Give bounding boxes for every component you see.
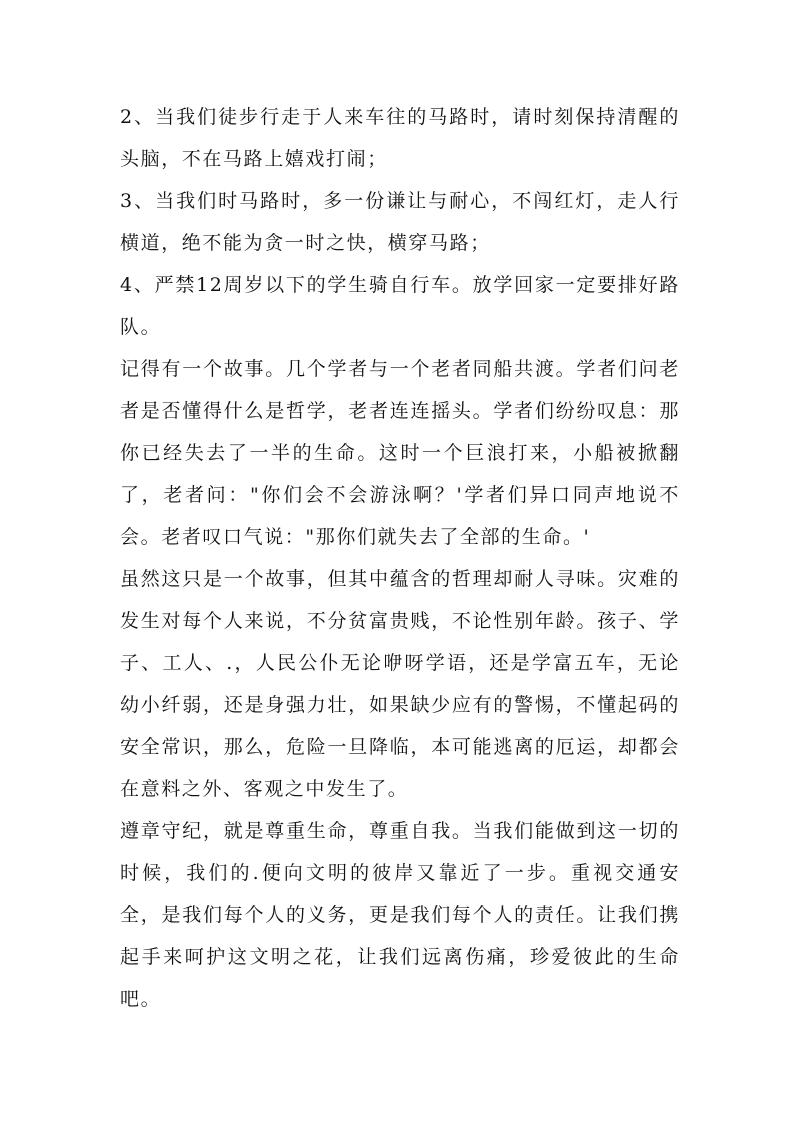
paragraph-item-4: 4、严禁12周岁以下的学生骑自行车。放学回家一定要排好路队。 [120, 274, 680, 338]
reflection-paragraph: 虽然这只是一个故事，但其中蕴含的哲理却耐人寻味。灾难的发生对每个人来说，不分贫富贵贱，不论性别年龄。孩子、学子、工人、.，人民公仆无论咿呀学语，还是学富五车，无论幼小纤弱，还是身强力壮，如果缺少应有的警惕，不懂起码的安全常识，那么，危险一旦降临，本可能逃离的厄运，却都会在意料之外、客观之中发生了。 [120, 568, 680, 800]
closing-paragraph: 遵章守纪，就是尊重生命，尊重自我。当我们能做到这一切的时候，我们的.便向文明的彼岸又靠近了一步。重视交通安全，是我们每个人的义务，更是我们每个人的责任。让我们携起手来呵护这文明之花，让我们远离伤痛，珍爱彼此的生命吧。 [120, 820, 680, 1010]
paragraph-item-2: 2、当我们徒步行走于人来车往的马路时，请时刻保持清醒的头脑，不在马路上嬉戏打闹； [120, 106, 680, 170]
document-body [120, 96, 680, 1020]
story-paragraph: 记得有一个故事。几个学者与一个老者同船共渡。学者们问老者是否懂得什么是哲学，老者连连摇头。学者们纷纷叹息：那你已经失去了一半的生命。这时一个巨浪打来，小船被掀翻了，老者问："你们会不会游泳啊？'学者们异口同声地说不会。老者叹口气说："那你们就失去了全部的生命。' [120, 358, 680, 548]
paragraph-item-3: 3、当我们时马路时，多一份谦让与耐心，不闯红灯，走人行横道，绝不能为贪一时之快，横穿马路； [120, 190, 680, 254]
